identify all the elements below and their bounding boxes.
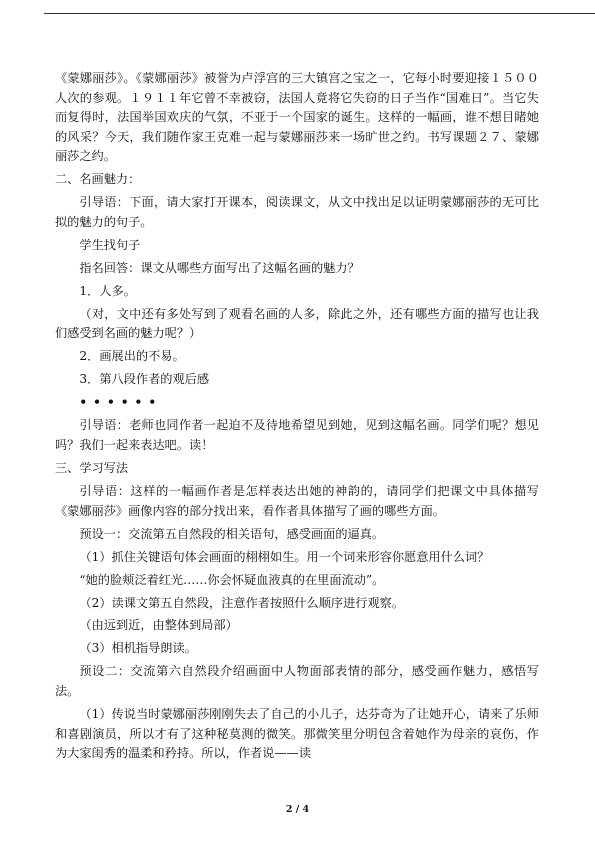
paragraph: 指名回答：课文从哪些方面写出了这幅名画的魅力？ (79, 260, 360, 275)
paragraph: 《蒙娜丽莎》。《蒙娜丽莎》被誉为卢浮宫的三大镇宫之宝之一，它每小时要迎接１５００人次的参观。１９１１年它曾不幸被窃，法国人竟将它失窃的日子当作“国难日”。当它失而复得时，法国举国欢庆的气氛，不亚于一个国家的诞生。这样的一幅画，谁不想目睹她的风采？今天，我们随作家王克难一起与蒙娜丽莎来一场旷世之约。书写课题２７、蒙娜丽莎之约。 (55, 71, 539, 164)
emphasis-dots: •••••• (79, 395, 163, 410)
paragraph: 预设二：交流第六自然段介绍画面中人物面部表情的部分，感受画作魅力，感悟写法。 (55, 664, 539, 699)
paragraph: 引导语：老师也同作者一起迫不及待地希望见到她，见到这幅名画。同学们呢？想见吗？我们一起来表达吧。读！ (55, 418, 539, 452)
paragraph: 引导语：这样的一幅画作者是怎样表达出她的神韵的，请同学们把课文中具体描写《蒙娜丽莎》画像内容的部分找出来，看作者具体描写了画的哪些方面。 (55, 483, 539, 518)
paragraph: 2．画展出的不易。 (79, 349, 185, 364)
paragraph: 二、名画魅力： (55, 172, 141, 187)
paragraph: 三、学习写法 (55, 460, 129, 475)
paragraph: （1）抓住关键语句体会画面的栩栩如生。用一个词来形容你愿意用什么词？ (79, 549, 490, 564)
document-body (55, 69, 539, 767)
paragraph: 引导语：下面，请大家打开课本，阅读课文，从文中找出足以证明蒙娜丽莎的无可比拟的魅力的句子。 (55, 195, 539, 229)
paragraph: 预设一：交流第五自然段的相关语句，感受画面的逼真。 (79, 526, 385, 541)
paragraph: （2）读课文第五自然段，注意作者按照什么顺序进行观察。 (79, 595, 405, 610)
paragraph: （1）传说当时蒙娜丽莎刚刚失去了自己的小儿子，达芬奇为了让她开心，请来了乐师和喜剧演员，所以才有了这种秘莫测的微笑。那微笑里分明包含着她作为母亲的哀伤，作为大家闺秀的温柔和矜持。所以，作者说——读 (55, 707, 539, 761)
header-rule (44, 13, 595, 14)
paragraph: （3）相机指导朗读。 (79, 641, 197, 656)
paragraph: 1．人多。 (79, 283, 136, 298)
paragraph: （对，文中还有多处写到了观看名画的人多，除此之外，还有哪些方面的描写也让我们感受到名画的魅力呢？） (55, 306, 539, 341)
paragraph: 学生找句子 (79, 237, 141, 252)
page-number: 2 / 4 (285, 804, 310, 815)
paragraph: （由远到近，由整体到局部） (79, 618, 238, 633)
paragraph: 3．第八段作者的观后感 (79, 372, 210, 387)
paragraph: “她的脸颊泛着红光……你会怀疑血液真的在里面流动”。 (79, 572, 385, 587)
